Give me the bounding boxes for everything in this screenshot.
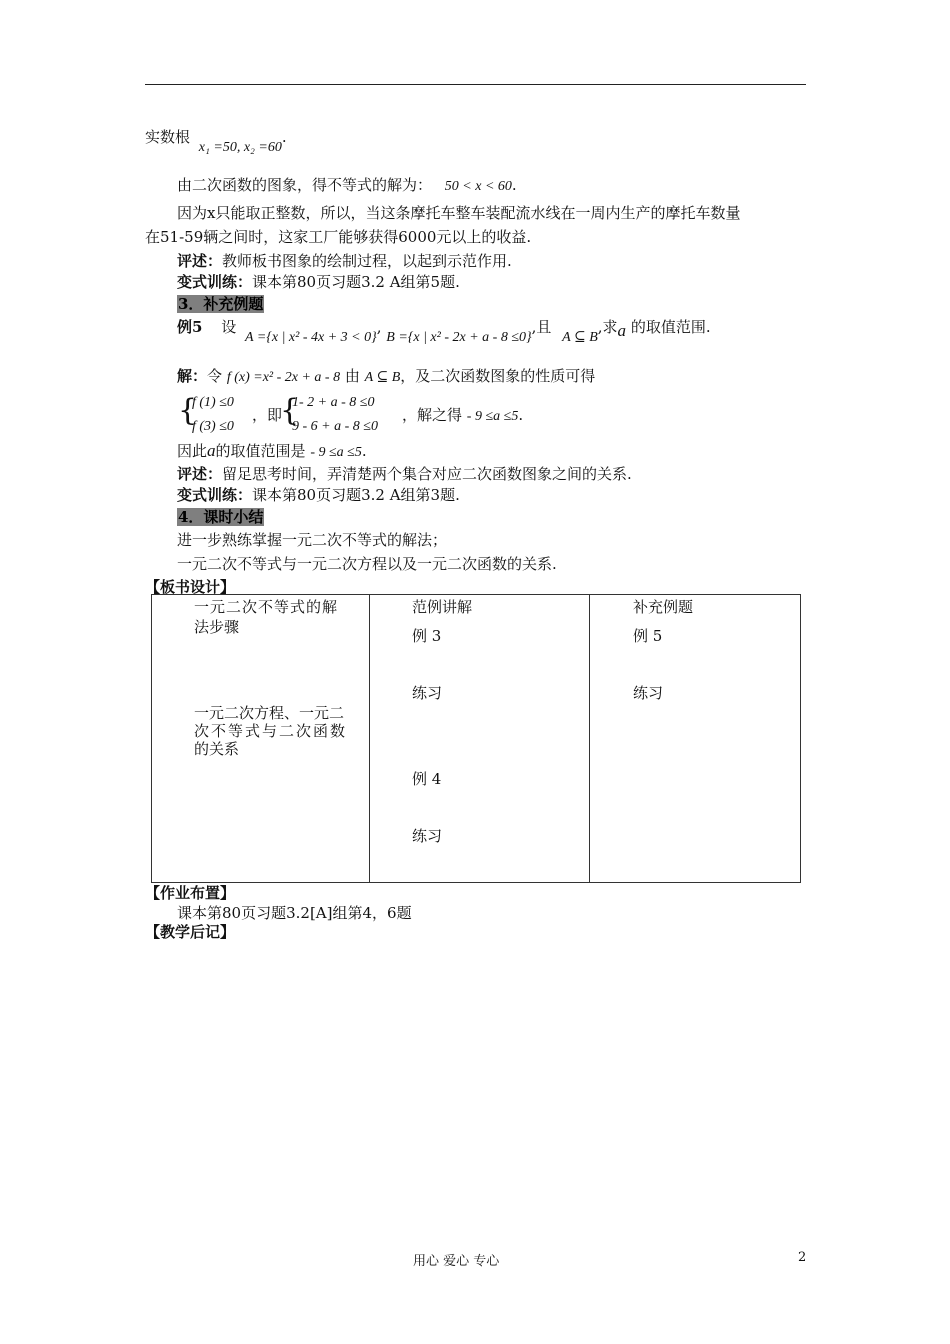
set-b: B ={x | x² - 2x + a - 8 ≤0} [386,330,532,345]
section-3-label: 3．补充例题 [178,295,264,313]
board-col2-practice-1: 练习 [412,684,443,702]
example-5-set-word: 设 [221,318,237,336]
integer-line-1: 因为x只能取正整数，所以，当这条摩托车整车装配流水线在一周内生产的摩托车数量 [177,204,741,222]
board-col3-title: 补充例题 [633,598,694,616]
comment-1-label: 评述： [177,252,223,270]
system-eq1: 1- 2 + a - 8 ≤0 [292,395,375,410]
range-line [177,442,367,462]
board-col2-title: 范例讲解 [412,598,473,616]
board-col2-example-3: 例 3 [412,627,442,645]
system-ie: ，即 [252,406,283,424]
board-col2-practice-2: 练习 [412,827,443,845]
section-4-heading [177,508,264,526]
system-solve-text: ，解之得 [402,406,463,424]
solution-label: 解： [177,367,208,385]
example-5 [177,318,711,345]
comment-2-label: 评述： [177,465,223,483]
example-5-tail: 的取值范围. [630,318,711,336]
solution-by: 由 [344,367,360,385]
board-col1-item1-line1: 一元二次不等式的解 [194,598,339,616]
board-heading: 【板书设计】 [145,578,236,596]
footer-motto: 用心 爱心 专心 [413,1254,500,1269]
range-var: a [207,441,216,460]
summary-line-1: 进一步熟练掌握一元二次不等式的解法； [177,531,448,549]
system-result: - 9 ≤a ≤5 [466,409,519,424]
solution-function: f (x) =x² - 2x + a - 8 [226,370,341,385]
roots-end: . [281,128,287,146]
set-a: A ={x | x² - 4x + 3 < 0} [245,330,377,345]
drill-1-label: 变式训练： [177,273,253,291]
section-4-label: 4．课时小结 [178,508,264,526]
solution-let: 令 [207,367,223,385]
solution-rest: ，及二次函数图象的性质可得 [400,367,596,385]
homework-text: 课本第80页习题3.2[A]组第4，6题 [177,904,412,922]
variable-a: a [617,321,627,340]
graph-line [177,176,517,196]
integer-line-2: 在51-59辆之间时，这家工厂能够获得6000元以上的收益. [145,228,532,246]
roots-line [145,128,287,155]
subset-relation: A ⊆ B [562,330,598,345]
system-solve [402,406,523,426]
drill-2-label: 变式训练： [177,486,253,504]
graph-end: . [511,176,517,194]
graph-math: 50 < x < 60 [444,179,512,194]
roots-math: x₁ =50, x₂ =60 [198,140,282,155]
left-brace-1: { [178,393,198,428]
comment-2-text: 留足思考时间，弄清楚两个集合对应二次函数图象之间的关系. [222,465,632,483]
comment-1 [177,252,512,270]
solution-line [177,367,595,387]
example-5-label: 例5 [177,318,203,336]
roots-label: 实数根 [145,128,191,146]
board-col2-example-4: 例 4 [412,770,442,788]
system-end: . [518,406,524,424]
board-design-table [151,594,801,883]
header-rule [145,84,806,85]
set-comma: , [376,318,382,336]
system-f1: f (1) ≤0 [192,395,234,410]
range-mid: 的取值范围是 [215,442,306,460]
range-end: . [361,442,367,460]
system-f3: f (3) ≤0 [192,419,234,434]
board-divider-1 [369,595,370,882]
drill-1 [177,273,460,291]
board-col3-practice: 练习 [633,684,664,702]
left-brace-2: { [280,393,300,428]
comment-1-text: 教师板书图象的绘制过程，以起到示范作用. [222,252,512,270]
range-prefix: 因此 [177,442,208,460]
comment-2 [177,465,632,483]
page-number: 2 [798,1250,807,1265]
solution-subset: A ⊆ B [364,370,401,385]
board-col1-item2-line1: 一元二次方程、一元二 [194,704,345,722]
board-col1-item1-line2: 法步骤 [194,618,240,636]
section-3-heading [177,295,264,313]
postscript-heading: 【教学后记】 [145,923,236,941]
homework-heading: 【作业布置】 [145,884,236,902]
ask-text: ,求 [597,318,618,336]
drill-2 [177,486,460,504]
drill-2-text: 课本第80页习题3.2 A组第3题. [252,486,460,504]
range-math: - 9 ≤a ≤5 [310,445,362,460]
and-text: ,且 [531,318,552,336]
drill-1-text: 课本第80页习题3.2 A组第5题. [252,273,460,291]
board-col1-item2-line3: 的关系 [194,740,240,758]
system-eq2: 9 - 6 + a - 8 ≤0 [292,419,378,434]
board-col3-example-5: 例 5 [633,627,663,645]
board-col1-item2-line2: 次不等式与二次函数 [194,722,348,740]
graph-text: 由二次函数的图象，得不等式的解为： [177,176,433,194]
board-divider-2 [589,595,590,882]
summary-line-2: 一元二次不等式与一元二次方程以及一元二次函数的关系. [177,555,557,573]
